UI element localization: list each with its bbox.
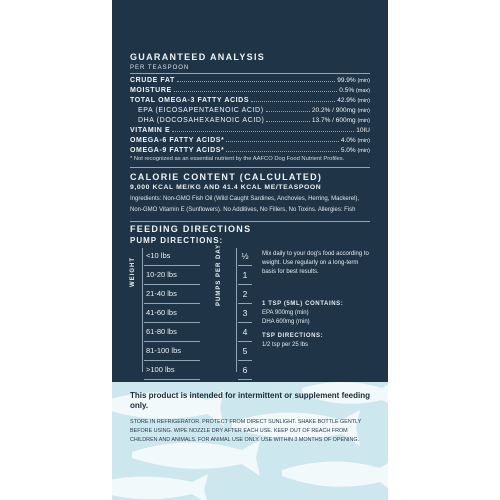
pump-count-cell: ½: [238, 247, 252, 266]
tsp-directions-text: 1/2 tsp per 25 lbs: [262, 342, 309, 348]
ingredients-text: Ingredients: Non-GMO Fish Oil (Wild Caught Sardines, Anchovies, Herring, Mackerel), Non-GMO Vitamin E (Sunflowers). No Additives, No Fillers, No Toxins. Allergies: Fish: [130, 196, 360, 213]
nutrient-unit: (min): [357, 98, 370, 104]
nutrient-name: VITAMIN E: [130, 127, 171, 134]
nutrient-value: 0.5%: [339, 87, 355, 94]
leader-dots: [226, 141, 339, 142]
nutrient-unit: (min): [357, 118, 370, 124]
leader-dots: [174, 91, 338, 92]
nutrient-name: OMEGA-6 FATTY ACIDS*: [130, 137, 225, 144]
weight-cell: <10 lbs: [144, 247, 200, 266]
analysis-row: [130, 104, 370, 114]
tsp-directions-title: TSP DIRECTIONS:: [262, 333, 324, 339]
analysis-row: [130, 84, 370, 94]
analysis-row: [130, 124, 370, 134]
pumps-axis-label: PUMPS PER DAY: [216, 243, 222, 306]
nutrient-value: 13.7% / 600mg: [311, 117, 356, 124]
weight-cell: 81-100 lbs: [144, 342, 200, 361]
tsp-contains-title: 1 TSP (5ML) CONTAINS:: [262, 301, 344, 307]
leader-dots: [266, 121, 309, 122]
mix-instructions: Mix daily to your dog's food according to weight. Use regularly on a long-term basis for best results.: [262, 251, 369, 275]
column-rule: [236, 248, 237, 372]
calorie-content-title: CALORIE CONTENT (CALCULATED): [130, 172, 323, 182]
tsp-directions-block: [262, 332, 372, 350]
nutrient-name: EPA (EICOSAPENTAENOIC ACID): [138, 107, 264, 114]
tsp-dha: DHA 600mg (min): [262, 319, 310, 325]
pump-count-cell: 1: [238, 266, 252, 285]
nutrient-name: OMEGA-9 FATTY ACIDS*: [130, 147, 225, 154]
nutrient-name: TOTAL OMEGA-3 FATTY ACIDS: [130, 97, 250, 104]
weight-cell: 10-20 lbs: [144, 266, 200, 285]
pumps-column: [238, 247, 252, 380]
weight-cell: >100 lbs: [144, 361, 200, 380]
pump-count-cell: 6: [238, 361, 252, 380]
leader-dots: [266, 111, 310, 112]
pump-count-cell: 4: [238, 323, 252, 342]
feeding-disclaimer: This product is intended for intermittent or supplement feeding only.: [130, 391, 371, 410]
divider: [130, 167, 370, 168]
nutrient-name: CRUDE FAT: [130, 77, 175, 84]
weight-cell: 61-80 lbs: [144, 323, 200, 342]
analysis-row: [130, 74, 370, 84]
tsp-epa: EPA 900mg (min): [262, 310, 309, 316]
nutrient-value: 20.2% / 900mg: [311, 107, 356, 114]
pump-directions-title: PUMP DIRECTIONS:: [130, 236, 224, 245]
column-rule: [142, 248, 143, 372]
divider: [130, 221, 370, 222]
weight-cell: 21-40 lbs: [144, 285, 200, 304]
storage-instructions: STORE IN REFRIGERATOR. PROTECT FROM DIRECT SUNLIGHT. SHAKE BOTTLE GENTLY BEFORE USING. WIPE NOZZLE DRY AFTER EACH USE. KEEP OUT OF REACH FROM CHILDREN AND ANIMALS. FOR ANIMAL USE ONLY. USE WITHIN 3 MONTHS OF OPENING.: [130, 419, 362, 443]
leader-dots: [177, 81, 335, 82]
nutrient-unit: (min): [357, 148, 370, 154]
feeding-directions-title: FEEDING DIRECTIONS: [130, 224, 252, 234]
analysis-row: [130, 94, 370, 104]
pump-count-cell: 3: [238, 304, 252, 323]
nutrient-unit: (min): [357, 78, 370, 84]
analysis-row: [130, 134, 370, 144]
leader-dots: [172, 131, 354, 132]
pump-count-cell: 2: [238, 285, 252, 304]
guaranteed-analysis-title: GUARANTEED ANALYSIS: [130, 52, 266, 62]
nutrient-value: 5.0%: [340, 147, 356, 154]
leader-dots: [251, 101, 335, 102]
tsp-contains-block: [262, 300, 372, 327]
nutrient-unit: (min): [357, 108, 370, 114]
weight-cell: 41-60 lbs: [144, 304, 200, 323]
product-label: [112, 0, 388, 500]
nutrient-unit: (max): [355, 88, 370, 94]
nutrient-name: DHA (DOCOSAHEXAENOIC ACID): [138, 117, 265, 124]
leader-dots: [226, 151, 339, 152]
nutrient-value: 10IU: [356, 127, 370, 134]
nutrient-value: 99.9%: [337, 77, 356, 84]
nutrient-value: 42.9%: [337, 97, 356, 104]
per-teaspoon-subtitle: PER TEASPOON: [130, 65, 190, 71]
calorie-value: 9,000 KCAL ME/KG AND 41.4 KCAL ME/TEASPOON: [130, 184, 322, 191]
pump-count-cell: 5: [238, 342, 252, 361]
weight-column: [144, 247, 200, 380]
nutrient-value: 4.0%: [340, 137, 356, 144]
analysis-row: [130, 144, 370, 154]
nutrient-name: MOISTURE: [130, 87, 172, 94]
nutrient-unit: (min): [357, 138, 370, 144]
weight-axis-label: WEIGHT: [130, 257, 136, 287]
analysis-row: [130, 114, 370, 124]
aafco-footnote: * Not recognized as an essential nutrient by the AAFCO Dog Food Nutrient Profiles.: [130, 156, 345, 162]
